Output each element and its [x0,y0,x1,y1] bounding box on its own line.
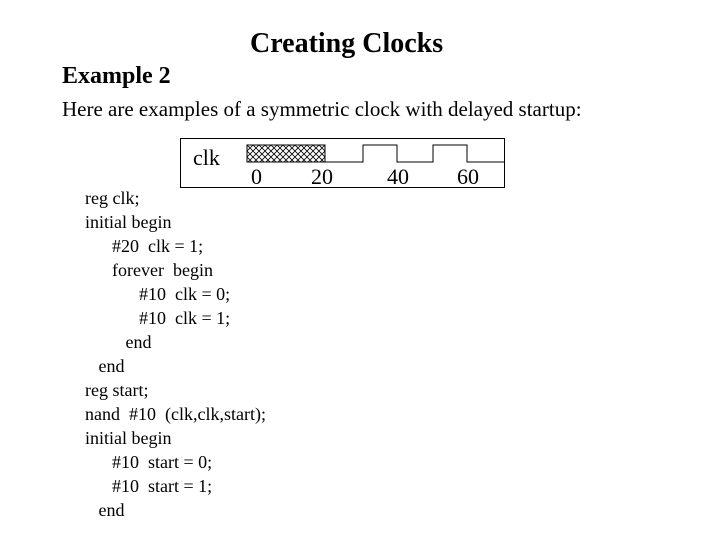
code-line: #10 clk = 0; [85,284,231,304]
signal-label: clk [193,145,220,170]
code-line: forever begin [85,260,213,280]
code-line: #10 clk = 1; [85,308,231,328]
code-line: nand #10 (clk,clk,start); [85,404,266,424]
code-line: end [85,332,152,352]
tick-label-60: 60 [457,164,479,189]
code-line: #10 start = 1; [85,476,213,496]
waveform-svg [181,139,506,189]
slide-title: Creating Clocks [250,28,444,59]
verilog-code-block [85,186,266,522]
code-line: #20 clk = 1; [85,236,204,256]
code-line: reg start; [85,380,149,400]
clock-trace [325,145,505,162]
code-line: end [85,500,125,520]
tick-label-0: 0 [251,164,262,189]
code-line: end [85,356,125,376]
tick-label-40: 40 [387,164,409,189]
unknown-region [247,145,325,162]
intro-text: Here are examples of a symmetric clock with delayed startup: [62,97,582,121]
clock-waveform-diagram [180,138,505,188]
tick-label-20: 20 [311,164,333,189]
code-line: initial begin [85,428,172,448]
example-heading: Example 2 [62,63,171,89]
code-line: initial begin [85,212,172,232]
code-line: reg clk; [85,188,140,208]
code-line: #10 start = 0; [85,452,213,472]
